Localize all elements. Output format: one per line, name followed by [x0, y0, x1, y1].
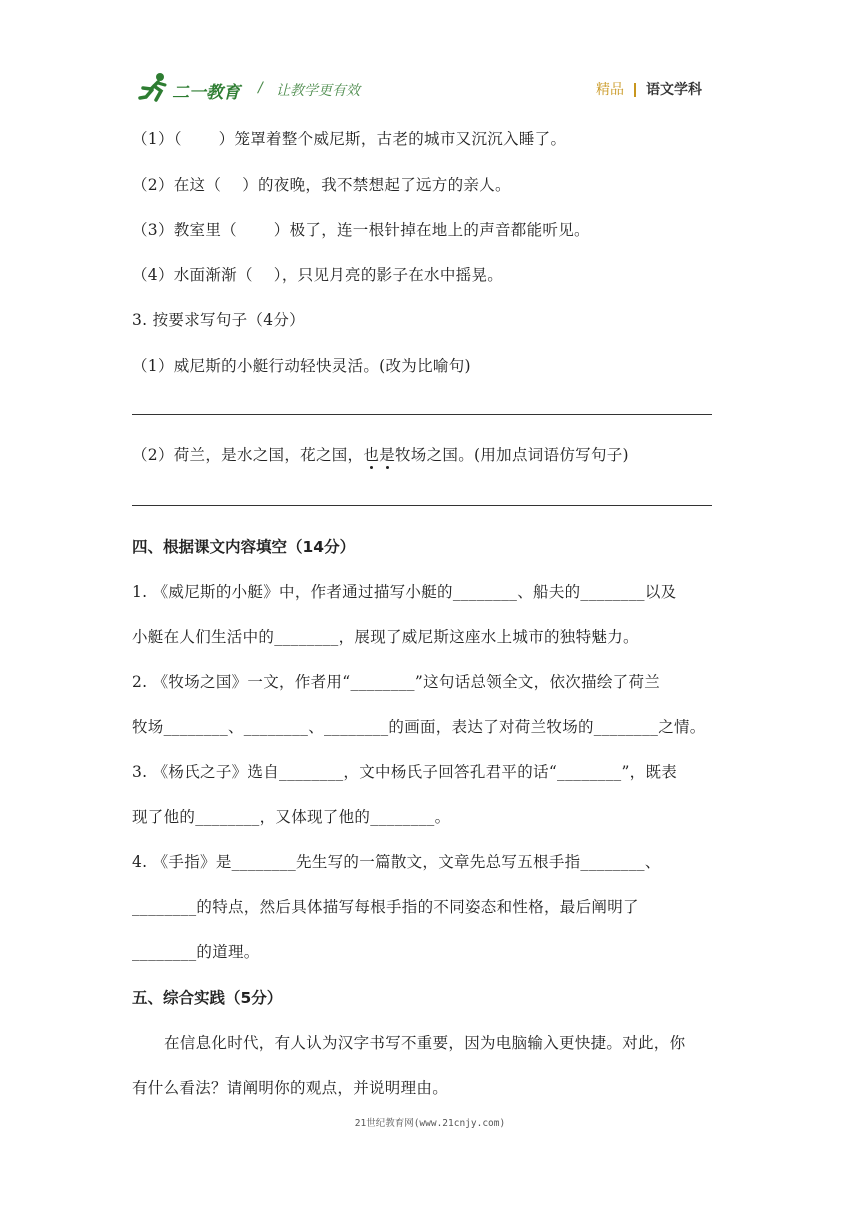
slogan-separator: / — [258, 80, 263, 96]
footer: 21世纪教育网(www.21cnjy.com) — [354, 1118, 506, 1129]
section-4-line-1: 1. 《威尼斯的小艇》中，作者通过描写小艇的________、船夫的________以及 — [132, 583, 677, 601]
section-4-line-5: 3. 《杨氏之子》选自________，文中杨氏子回答孔君平的话“________”，既表 — [132, 763, 678, 781]
header — [132, 70, 732, 106]
fill-item-2: （2）在这（ ）的夜晚，我不禁想起了远方的亲人。 — [132, 176, 511, 194]
fill-item-3: （3）教室里（ ）极了，连一根针掉在地上的声音都能听见。 — [132, 221, 590, 239]
section-4-line-8: ________的特点，然后具体描写每根手指的不同姿态和性格，最后阐明了 — [132, 898, 639, 916]
tag-quality: 精品 — [596, 82, 624, 98]
tag-subject: 语文学科 — [646, 82, 702, 98]
section-4-line-7: 4. 《手指》是________先生写的一篇散文，文章先总写五根手指________、 — [132, 853, 661, 871]
tag-divider — [634, 83, 636, 97]
slogan: 让教学更有效 — [276, 83, 360, 99]
fill-item-4: （4）水面渐渐（ ），只见月亮的影子在水中摇晃。 — [132, 266, 504, 284]
question-3-item-1: （1）威尼斯的小艇行动轻快灵活。(改为比喻句) — [132, 357, 471, 375]
section-4-title: 四、根据课文内容填空（14分） — [132, 538, 356, 556]
question-3-title: 3. 按要求写句子（4分） — [132, 311, 305, 329]
logo-text: 二一教育 — [172, 83, 240, 103]
runner-logo-icon — [138, 72, 172, 102]
section-4-line-9: ________的道理。 — [132, 943, 260, 961]
section-5-title: 五、综合实践（5分） — [132, 989, 283, 1007]
question-3-item-2-text: （2）荷兰，是水之国，花之国， — [132, 446, 364, 464]
section-4-line-3: 2. 《牧场之国》一文，作者用“________”这句话总领全文，依次描绘了荷兰 — [132, 673, 661, 691]
section-5-paragraph-line-1: 在信息化时代，有人认为汉字书写不重要，因为电脑输入更快捷。对此，你 — [164, 1034, 686, 1052]
answer-line-1[interactable] — [132, 414, 712, 415]
question-3-item-2-tail: 牧场之国。(用加点词语仿写句子) — [395, 446, 629, 464]
section-4-line-2: 小艇在人们生活中的________，展现了威尼斯这座水上城市的独特魅力。 — [132, 628, 639, 646]
fill-item-1: （1）（ ）笼罩着整个威尼斯，古老的城市又沉沉入睡了。 — [132, 130, 567, 148]
question-3-item-2 — [132, 443, 629, 465]
answer-line-2[interactable] — [132, 505, 712, 506]
section-4-line-6: 现了他的________，又体现了他的________。 — [132, 808, 451, 826]
dotted-word-2: 是 — [379, 446, 395, 464]
section-4-line-4: 牧场________、________、________的画面，表达了对荷兰牧场的________之情。 — [132, 718, 706, 736]
section-5-paragraph-line-2: 有什么看法？请阐明你的观点，并说明理由。 — [132, 1079, 449, 1097]
dotted-word-1: 也 — [363, 446, 380, 464]
subject-tags — [596, 79, 702, 99]
